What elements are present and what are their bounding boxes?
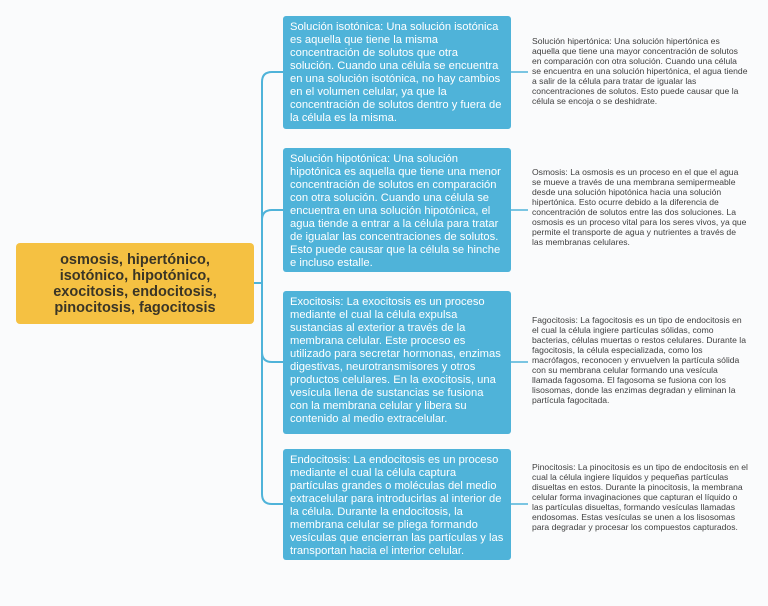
central-topic[interactable] <box>16 243 254 324</box>
connector-to-topic-3 <box>262 283 283 362</box>
topic-solucion-hipotonica[interactable] <box>283 148 511 272</box>
note-text: Pinocitosis: La pinocitosis es un tipo de endocitosis en el cual la célula ingiere líquidos y pequeñas partículas disueltas en estos. Durante la pinocitosis, la membrana celular forma invaginaciones que capturan el líquido o las partículas disueltas, formando vesículas llamadas endosomas. Estas vesículas se unen a los lisosomas para degradar y procesar los compuestos capturados. <box>532 462 748 532</box>
note-fagocitosis[interactable] <box>532 315 748 405</box>
topic-text: Endocitosis: La endocitosis es un proceso mediante el cual la célula captura partículas grandes o moléculas del medio extracelular para introducirlas al interior de la célula. Durante la endocitosis, la membrana celular se pliega formando vesículas que encierran las partículas y las transportan hacia el interior celular. <box>290 454 504 557</box>
connector-to-topic-1 <box>262 72 283 283</box>
note-solucion-hipertonica[interactable] <box>532 36 748 106</box>
topic-text: Solución hipotónica: Una solución hipotónica es aquella que tiene una menor concentración de solutos en comparación con otra solución. Cuando una célula se encuentra en una solución hipotónica, el agua tiende a entrar a la célula para tratar de igualar las concentraciones de solutos. Esto puede causar que la célula se hinche e incluso estalle. <box>290 153 501 269</box>
note-pinocitosis[interactable] <box>532 462 748 532</box>
note-text: Osmosis: La osmosis es un proceso en el que el agua se mueve a través de una membrana semipermeable desde una solución hipotónica hacia una solución hipertónica. Esto ocurre debido a la diferencia de concentración de solutos entre las dos soluciones. La osmosis es un proceso vital para los seres vivos, ya que permite el transporte de agua y nutrientes a través de las membranas celulares. <box>532 167 747 247</box>
central-topic-label: osmosis, hipertónico, isotónico, hipotónico, exocitosis, endocitosis, pinocitosis, fagocitosis <box>53 251 217 316</box>
topic-solucion-isotonica[interactable] <box>283 16 511 129</box>
note-text: Solución hipertónica: Una solución hipertónica es aquella que tiene una mayor concentración de solutos en comparación con otra solución. Cuando una célula se encuentra en una solución hipertónica, el agua tiende a salir de la célula para tratar de igualar las concentraciones de solutos. Esto puede causar que la célula se encoja o se deshidrate. <box>532 36 748 106</box>
connector-to-topic-2 <box>262 210 283 283</box>
note-osmosis[interactable] <box>532 167 748 247</box>
topic-exocitosis[interactable] <box>283 291 511 434</box>
connector-to-topic-4 <box>262 283 283 504</box>
note-text: Fagocitosis: La fagocitosis es un tipo de endocitosis en el cual la célula ingiere partículas sólidas, como bacterias, células muertas o restos celulares. Durante la fagocitosis, la célula especializada, como los macrófagos, reconocen y envuelven la partícula sólida con su membrana celular formando una vesícula llamada fagosoma. El fagosoma se fusiona con los lisosomas, donde las enzimas degradan y eliminan la partícula fagocitada. <box>532 315 746 405</box>
topic-endocitosis[interactable] <box>283 449 511 560</box>
topic-text: Exocitosis: La exocitosis es un proceso mediante el cual la célula expulsa sustancias al exterior a través de la membrana celular. Este proceso es utilizado para secretar hormonas, enzimas digestivas, neurotransmisores y otros productos celulares. En la exocitosis, una vesícula llena de sustancias se fusiona con la membrana celular y libera su contenido al medio extracelular. <box>290 296 501 425</box>
topic-text: Solución isotónica: Una solución isotónica es aquella que tiene la misma concentración de solutos que otra solución. Cuando una célula se encuentra en una solución isotónica, no hay cambios en el volumen celular, ya que la concentración de solutos dentro y fuera de la célula es la misma. <box>290 21 502 124</box>
